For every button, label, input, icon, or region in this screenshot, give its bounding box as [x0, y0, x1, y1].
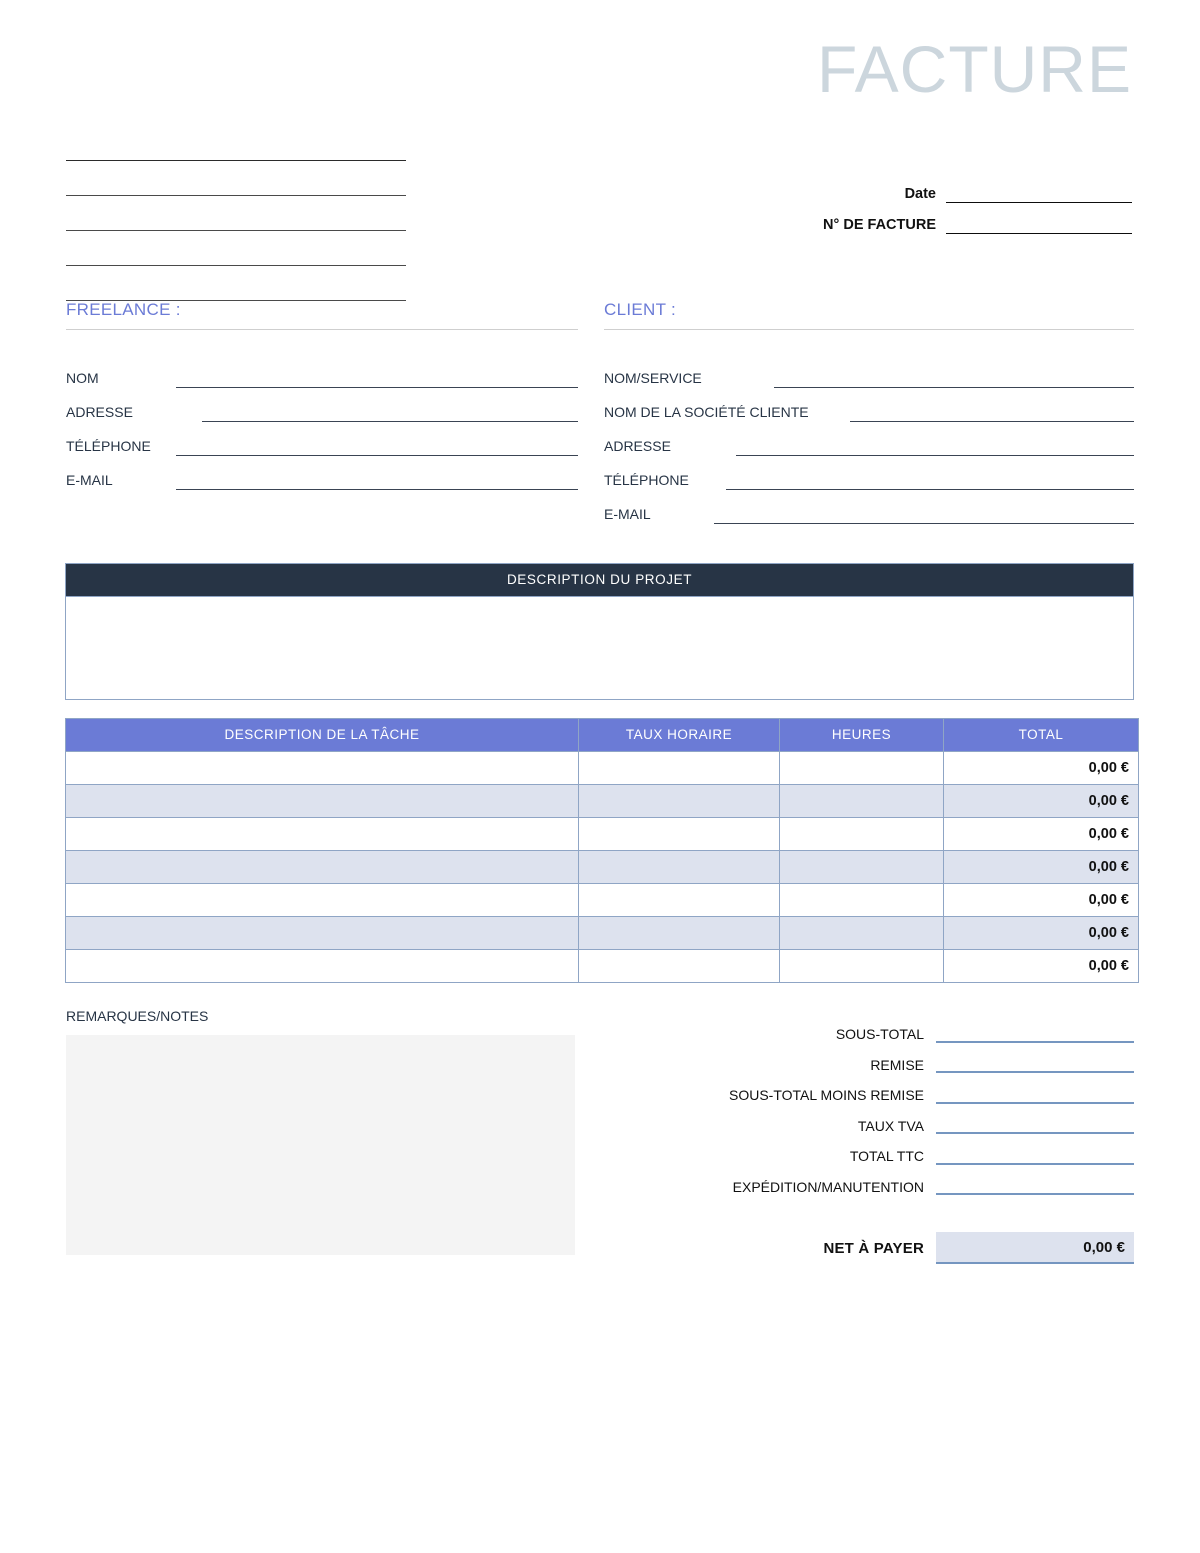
freelance-label-telephone: TÉLÉPHONE — [66, 437, 151, 454]
cell-hours[interactable] — [780, 752, 944, 785]
totals-row-tax-rate — [674, 1104, 1134, 1135]
table-row — [66, 818, 1139, 851]
cell-total: 0,00 € — [944, 884, 1139, 917]
totals-label-shipping: EXPÉDITION/MANUTENTION — [732, 1178, 924, 1195]
cell-description[interactable] — [66, 818, 579, 851]
sender-address-line-2[interactable] — [66, 161, 406, 196]
cell-rate[interactable] — [579, 851, 780, 884]
client-section-title: CLIENT : — [604, 300, 676, 319]
client-field-telephone — [604, 456, 1134, 490]
net-due-row — [674, 1232, 1134, 1264]
totals-row-subtotal — [674, 1012, 1134, 1043]
cell-description[interactable] — [66, 917, 579, 950]
totals-input-discount[interactable] — [936, 1048, 1134, 1073]
totals-input-tax-rate[interactable] — [936, 1109, 1134, 1134]
totals-label-subtotal: SOUS-TOTAL — [835, 1026, 924, 1043]
totals-input-subtotal-less-discount[interactable] — [936, 1079, 1134, 1104]
table-header-row — [66, 719, 1139, 752]
client-field-nom-service — [604, 354, 1134, 388]
freelance-label-email: E-MAIL — [66, 471, 113, 488]
client-input-adresse[interactable] — [736, 433, 1134, 456]
freelance-input-email[interactable] — [176, 467, 578, 490]
client-label-societe: NOM DE LA SOCIÉTÉ CLIENTE — [604, 403, 809, 420]
sender-address-line-4[interactable] — [66, 231, 406, 266]
cell-rate[interactable] — [579, 752, 780, 785]
table-row — [66, 917, 1139, 950]
cell-rate[interactable] — [579, 818, 780, 851]
date-input[interactable] — [946, 178, 1132, 203]
notes-label: REMARQUES/NOTES — [66, 1008, 209, 1024]
cell-total: 0,00 € — [944, 950, 1139, 983]
column-header-total: TOTAL — [944, 719, 1139, 752]
totals-row-subtotal-less-discount — [674, 1073, 1134, 1104]
cell-description[interactable] — [66, 884, 579, 917]
line-items-table — [65, 718, 1139, 983]
totals-label-discount: REMISE — [870, 1056, 924, 1073]
freelance-section-title: FREELANCE : — [66, 300, 181, 319]
cell-total: 0,00 € — [944, 785, 1139, 818]
totals-input-shipping[interactable] — [936, 1170, 1134, 1195]
column-header-hours: HEURES — [780, 719, 944, 752]
freelance-input-adresse[interactable] — [202, 399, 578, 422]
cell-rate[interactable] — [579, 785, 780, 818]
table-row — [66, 851, 1139, 884]
cell-rate[interactable] — [579, 884, 780, 917]
client-input-nom-service[interactable] — [774, 365, 1134, 388]
table-row — [66, 752, 1139, 785]
totals-label-subtotal-less-discount: SOUS-TOTAL MOINS REMISE — [729, 1087, 924, 1104]
invoice-number-label: N° DE FACTURE — [823, 217, 936, 234]
project-description-header: DESCRIPTION DU PROJET — [65, 563, 1134, 596]
totals-input-total-ttc[interactable] — [936, 1140, 1134, 1165]
page-title: FACTURE — [816, 32, 1132, 106]
totals-row-shipping — [674, 1165, 1134, 1196]
project-description-input[interactable] — [65, 596, 1134, 700]
client-label-email: E-MAIL — [604, 505, 651, 522]
client-section — [604, 300, 1134, 524]
freelance-input-telephone[interactable] — [176, 433, 578, 456]
cell-hours[interactable] — [780, 785, 944, 818]
client-label-nom-service: NOM/SERVICE — [604, 369, 702, 386]
freelance-field-nom — [66, 354, 578, 388]
cell-hours[interactable] — [780, 950, 944, 983]
totals-block — [674, 1012, 1134, 1264]
client-field-societe — [604, 388, 1134, 422]
freelance-divider — [66, 329, 578, 330]
date-row — [802, 172, 1132, 203]
invoice-number-input[interactable] — [946, 209, 1132, 234]
sender-address-line-3[interactable] — [66, 196, 406, 231]
net-due-label: NET À PAYER — [823, 1239, 924, 1257]
freelance-field-email — [66, 456, 578, 490]
cell-description[interactable] — [66, 950, 579, 983]
line-items-body — [66, 752, 1139, 983]
net-due-value: 0,00 € — [936, 1232, 1134, 1264]
totals-label-tax-rate: TAUX TVA — [857, 1117, 924, 1134]
column-header-rate: TAUX HORAIRE — [579, 719, 780, 752]
notes-input[interactable] — [66, 1035, 575, 1255]
column-header-description: DESCRIPTION DE LA TÂCHE — [66, 719, 579, 752]
client-input-societe[interactable] — [850, 399, 1134, 422]
cell-total: 0,00 € — [944, 851, 1139, 884]
freelance-label-adresse: ADRESSE — [66, 403, 133, 420]
sender-address-line-1[interactable] — [66, 126, 406, 161]
client-divider — [604, 329, 1134, 330]
client-label-telephone: TÉLÉPHONE — [604, 471, 689, 488]
client-label-adresse: ADRESSE — [604, 437, 671, 454]
cell-description[interactable] — [66, 851, 579, 884]
cell-total: 0,00 € — [944, 917, 1139, 950]
table-row — [66, 950, 1139, 983]
cell-total: 0,00 € — [944, 818, 1139, 851]
totals-row-total-ttc — [674, 1134, 1134, 1165]
cell-description[interactable] — [66, 785, 579, 818]
cell-hours[interactable] — [780, 884, 944, 917]
notes-block — [66, 1008, 575, 1255]
freelance-section — [66, 300, 578, 490]
client-input-email[interactable] — [714, 501, 1134, 524]
cell-hours[interactable] — [780, 917, 944, 950]
totals-label-total-ttc: TOTAL TTC — [849, 1148, 924, 1165]
table-row — [66, 785, 1139, 818]
invoice-meta — [802, 172, 1132, 234]
cell-rate[interactable] — [579, 950, 780, 983]
project-description-block — [65, 563, 1134, 700]
invoice-number-row — [802, 203, 1132, 234]
cell-total: 0,00 € — [944, 752, 1139, 785]
sender-address-line-5[interactable] — [66, 266, 406, 301]
sender-address-lines — [66, 126, 406, 301]
freelance-field-telephone — [66, 422, 578, 456]
client-field-email — [604, 490, 1134, 524]
client-input-telephone[interactable] — [726, 467, 1134, 490]
cell-hours[interactable] — [780, 851, 944, 884]
totals-input-subtotal[interactable] — [936, 1018, 1134, 1043]
table-row — [66, 884, 1139, 917]
freelance-input-nom[interactable] — [176, 365, 578, 388]
freelance-field-adresse — [66, 388, 578, 422]
cell-description[interactable] — [66, 752, 579, 785]
client-field-adresse — [604, 422, 1134, 456]
cell-rate[interactable] — [579, 917, 780, 950]
totals-row-discount — [674, 1043, 1134, 1074]
date-label: Date — [904, 186, 936, 203]
cell-hours[interactable] — [780, 818, 944, 851]
freelance-label-nom: NOM — [66, 369, 99, 386]
